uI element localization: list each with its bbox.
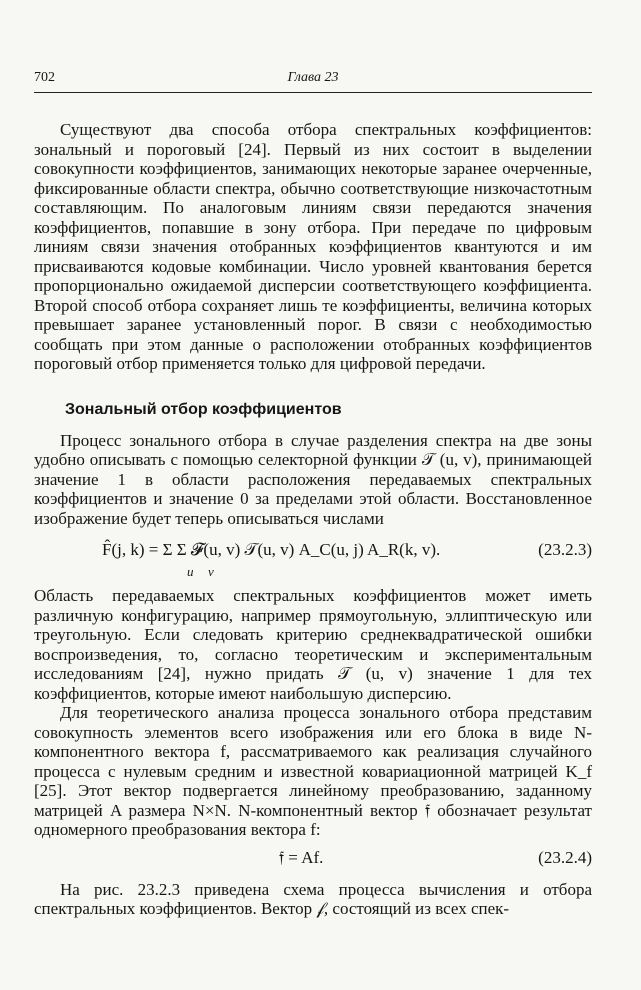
formula-expression: F̂(j, k) = Σ Σ 𝓕(u, v) 𝒯(u, v) A_C(u, j) A_R(k, v). — [102, 540, 441, 559]
page-body — [34, 70, 592, 919]
page-number: 702 — [34, 70, 55, 85]
paragraph-theory: Для теоретического анализа процесса зонального отбора представим совокупность элементов всего изображения или его блока в виде N-компонентного вектора f, рассматриваемого как реализация случайного процесса с нулевым средним и известной ковариационной матрицей K_f [25]. Этот вектор подвергается линейному преобразованию, заданному матрицей A размера N×N. N-компонентный вектор 𝔣 обозначает результат одномерного преобразования вектора f: — [34, 703, 592, 839]
formula-23-2-4 — [34, 844, 592, 874]
paragraph-intro: Существуют два способа отбора спектральных коэффициентов: зональный и пороговый [24]. Первый из них состоит в выделении совокупности коэффициентов, занимающих некоторые заранее очерченные, фиксированные области спектра, обычно соответствующие низкочастотным составляющим. По аналоговым линиям связи передаются значения коэффициентов, попавшие в зону отбора. При передаче по цифровым линиям связи значения отобранных коэффициентов квантуются и им присваиваются кодовые комбинации. Число уровней квантования берется пропорционально ожидаемой дисперсии соответствующего коэффициента. Второй способ отбора сохраняет лишь те коэффициенты, величина которых превышает заранее установленный порог. В связи с необходимостью сообщать при этом данные о расположении отобранных коэффициентов пороговый отбор применяется только для цифровой передачи. — [34, 120, 592, 373]
equation-number: (23.2.4) — [538, 847, 592, 867]
paragraph-area: Область передаваемых спектральных коэффициентов может иметь различную конфигурацию, например прямоугольную, эллиптическую или треугольную. Если следовать критерию среднеквадратической ошибки воспроизведения, то, согласно теоретическим и экспериментальным исследованиям [24], нужно придать 𝒯 (u, v) значение 1 для тех коэффициентов, которые имеют наибольшую дисперсию. — [34, 586, 592, 703]
sum-index-u: u — [187, 564, 194, 579]
paragraph-zonal: Процесс зонального отбора в случае разделения спектра на две зоны удобно описывать с помощью селекторной функции 𝒯 (u, v), принимающей значение 1 в области расположения передаваемых спектральных коэффициентов и значение 0 за пределами этой области. Восстановленное изображение будет теперь описываться числами — [34, 430, 592, 528]
section-heading: Зональный отбор коэффициентов — [65, 400, 342, 418]
formula-expression: 𝔣 = Af. — [279, 847, 324, 867]
sum-index-v: v — [208, 564, 214, 579]
formula-23-2-3 — [34, 534, 592, 582]
equation-number: (23.2.3) — [538, 540, 592, 559]
paragraph-last: На рис. 23.2.3 приведена схема процесса вычисления и отбора спектральных коэффициентов. Вектор 𝒻, состоящий из всех спек- — [34, 879, 592, 918]
chapter-title: Глава 23 — [287, 70, 339, 85]
page-header — [34, 70, 592, 92]
